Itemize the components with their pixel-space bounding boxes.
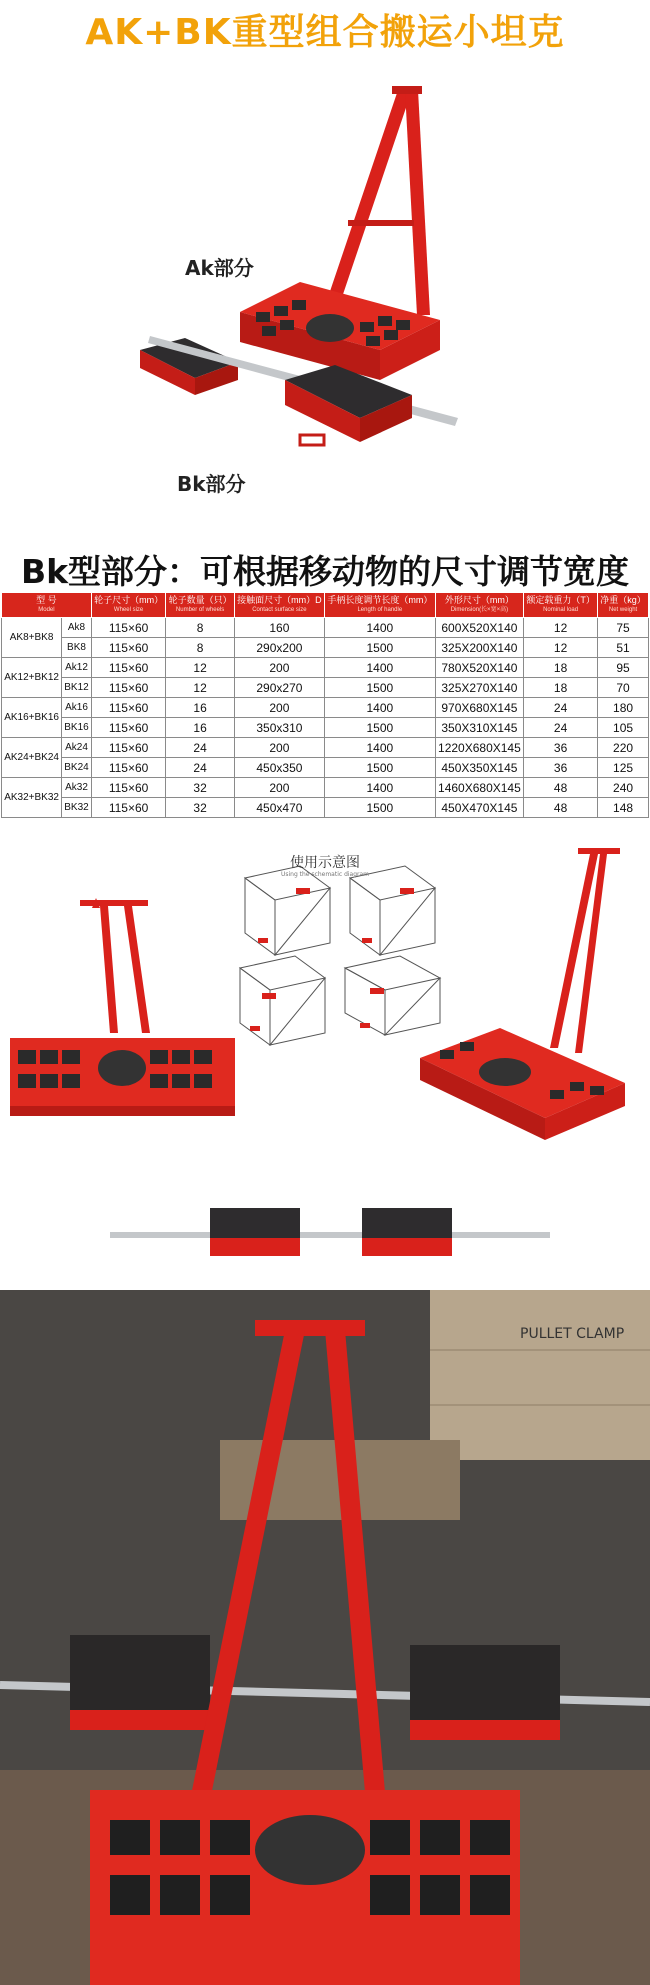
cell-dim: 1220X680X145 [435, 738, 523, 758]
cell-contact: 450x350 [234, 758, 324, 778]
table-row [2, 698, 649, 718]
diagram-subtitle: Using the schematic diagram [280, 871, 370, 878]
photo-bk-left [70, 1635, 210, 1710]
cell-num: 16 [166, 698, 234, 718]
spec-table [1, 592, 649, 818]
diagram-title: 使用示意图 [290, 855, 360, 871]
cell-handle: 1500 [324, 798, 435, 818]
cell-weight: 220 [598, 738, 649, 758]
cell-num: 32 [166, 798, 234, 818]
cell-handle: 1400 [324, 658, 435, 678]
cell-submodel: Ak16 [62, 698, 92, 718]
cell-dim: 450X470X145 [435, 798, 523, 818]
th-wheel: 轮子尺寸（mm） Wheel size [91, 593, 166, 618]
cell-submodel: BK12 [62, 678, 92, 698]
cell-handle: 1500 [324, 718, 435, 738]
photo-bk-right [410, 1645, 560, 1720]
table-row [2, 778, 649, 798]
table-row [2, 718, 649, 738]
cell-handle: 1400 [324, 778, 435, 798]
handle-grip [392, 86, 422, 94]
table-row [2, 658, 649, 678]
th-num: 轮子数量（只） Number of wheels [166, 593, 234, 618]
cell-model: AK12+BK12 [2, 658, 62, 698]
cell-contact: 200 [234, 778, 324, 798]
left-tank [10, 898, 235, 1116]
handle-right-bar [405, 90, 430, 315]
cell-submodel: Ak24 [62, 738, 92, 758]
cell-num: 16 [166, 718, 234, 738]
cell-wheel: 115×60 [91, 738, 166, 758]
cell-contact: 200 [234, 658, 324, 678]
cell-wheel: 115×60 [91, 758, 166, 778]
table-row [2, 678, 649, 698]
handle-left-bar [322, 90, 412, 315]
cell-submodel: Ak8 [62, 618, 92, 638]
cell-load: 12 [524, 638, 598, 658]
th-weight: 净重（kg） Net weight [598, 593, 649, 618]
bottom-rod [110, 1232, 550, 1238]
cell-contact: 450x470 [234, 798, 324, 818]
cell-load: 36 [524, 738, 598, 758]
th-contact: 接触面尺寸（mm）D Contact surface size [234, 593, 324, 618]
photo-handle-grip [255, 1320, 365, 1336]
cell-contact: 200 [234, 698, 324, 718]
cell-submodel: BK24 [62, 758, 92, 778]
cell-weight: 105 [598, 718, 649, 738]
cell-dim: 780X520X140 [435, 658, 523, 678]
table-row [2, 618, 649, 638]
cell-weight: 95 [598, 658, 649, 678]
cell-model: AK32+BK32 [2, 778, 62, 818]
cell-dim: 350X310X145 [435, 718, 523, 738]
cell-handle: 1500 [324, 758, 435, 778]
cell-wheel: 115×60 [91, 718, 166, 738]
th-model: 型 号 Model [2, 593, 92, 618]
cell-weight: 180 [598, 698, 649, 718]
carton-text: PULLET CLAMP [520, 1326, 625, 1342]
ak-turntable [306, 314, 354, 342]
cell-load: 24 [524, 718, 598, 738]
cell-handle: 1400 [324, 738, 435, 758]
cell-handle: 1500 [324, 638, 435, 658]
cell-contact: 200 [234, 738, 324, 758]
cell-num: 12 [166, 658, 234, 678]
carton-stack [430, 1290, 650, 1460]
bk-label: Bk部分 [177, 472, 246, 496]
cell-submodel: BK8 [62, 638, 92, 658]
th-load: 额定载重力（T） Nominal load [524, 593, 598, 618]
cell-weight: 240 [598, 778, 649, 798]
table-row [2, 738, 649, 758]
cell-wheel: 115×60 [91, 698, 166, 718]
cell-dim: 325X200X140 [435, 638, 523, 658]
cell-model: AK16+BK16 [2, 698, 62, 738]
cell-load: 24 [524, 698, 598, 718]
section-subtitle: Bk型部分：可根据移动物的尺寸调节宽度 [20, 552, 630, 591]
table-row [2, 638, 649, 658]
cell-model: AK24+BK24 [2, 738, 62, 778]
cell-wheel: 115×60 [91, 798, 166, 818]
cell-submodel: BK16 [62, 718, 92, 738]
th-handle: 手柄长度调节长度（mm） Length of handle [324, 593, 435, 618]
cell-num: 24 [166, 738, 234, 758]
cell-handle: 1400 [324, 698, 435, 718]
cell-wheel: 115×60 [91, 678, 166, 698]
cell-wheel: 115×60 [91, 618, 166, 638]
cell-submodel: BK32 [62, 798, 92, 818]
cell-weight: 148 [598, 798, 649, 818]
bottom-bk-right [362, 1208, 452, 1238]
cell-contact: 290x270 [234, 678, 324, 698]
table-row [2, 798, 649, 818]
cell-weight: 70 [598, 678, 649, 698]
cell-load: 48 [524, 798, 598, 818]
cell-submodel: Ak32 [62, 778, 92, 798]
cell-dim: 1460X680X145 [435, 778, 523, 798]
th-dim: 外形尺寸（mm） Dimension(长×宽×高) [435, 593, 523, 618]
cell-num: 8 [166, 618, 234, 638]
cell-load: 36 [524, 758, 598, 778]
cell-wheel: 115×60 [91, 638, 166, 658]
ak-label: Ak部分 [185, 256, 254, 280]
cell-load: 48 [524, 778, 598, 798]
cell-dim: 450X350X145 [435, 758, 523, 778]
table-header-row [2, 593, 649, 618]
cell-contact: 290x200 [234, 638, 324, 658]
bottom-bk-left [210, 1208, 300, 1238]
cell-dim: 970X680X145 [435, 698, 523, 718]
cell-num: 8 [166, 638, 234, 658]
cell-num: 32 [166, 778, 234, 798]
warehouse-photo [0, 1290, 650, 1985]
cell-load: 12 [524, 618, 598, 638]
photo-turntable [255, 1815, 365, 1885]
cell-submodel: Ak12 [62, 658, 92, 678]
cell-load: 18 [524, 658, 598, 678]
cell-load: 18 [524, 678, 598, 698]
page-title: AK+BK重型组合搬运小坦克 [85, 12, 565, 53]
cell-model: AK8+BK8 [2, 618, 62, 658]
cell-num: 24 [166, 758, 234, 778]
usage-illustration [0, 828, 650, 1288]
cell-wheel: 115×60 [91, 778, 166, 798]
cell-num: 12 [166, 678, 234, 698]
cell-dim: 600X520X140 [435, 618, 523, 638]
table-row [2, 758, 649, 778]
cell-dim: 325X270X140 [435, 678, 523, 698]
cell-weight: 51 [598, 638, 649, 658]
cell-handle: 1500 [324, 678, 435, 698]
right-tank [420, 848, 625, 1140]
cell-handle: 1400 [324, 618, 435, 638]
cell-weight: 125 [598, 758, 649, 778]
cell-weight: 75 [598, 618, 649, 638]
cell-wheel: 115×60 [91, 658, 166, 678]
cell-contact: 160 [234, 618, 324, 638]
product-photo-ak-bk [0, 50, 650, 530]
cell-contact: 350x310 [234, 718, 324, 738]
